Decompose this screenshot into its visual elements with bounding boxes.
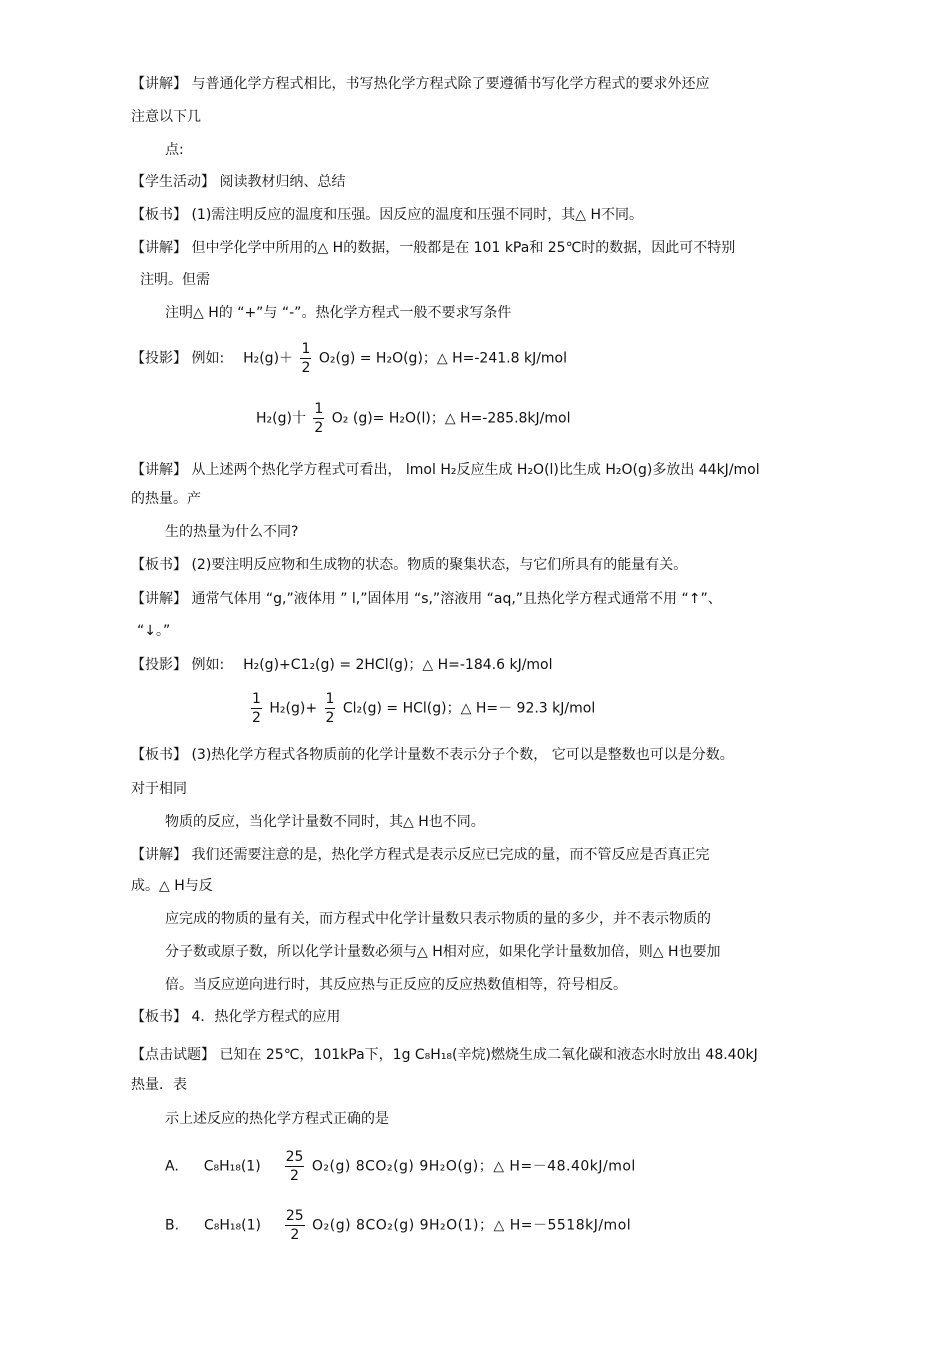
eq4-post: Cl₂(g) = HCl(g)；△ H=－ 92.3 kJ/mol xyxy=(342,700,596,717)
line-22: 【讲解】 我们还需要注意的是，热化学方程式是表示反应已完成的量，而不管反应是否真正完 xyxy=(131,847,710,863)
option-a-num: 25 xyxy=(285,1149,304,1165)
line-3: 点: xyxy=(165,142,184,158)
line-2: 注意以下几 xyxy=(131,109,201,125)
line-6: 【讲解】 但中学化学中所用的△ H的数据，一般都是在 101 kPa和 25℃时的数据，因此可不特别 xyxy=(131,240,736,256)
line-25: 分子数或原子数，所以化学计量数必须与△ H相对应，如果化学计量数加倍，则△ H也要加 xyxy=(165,944,721,960)
option-b-num: 25 xyxy=(285,1208,304,1224)
option-b-pre: C₈H₁₈(1) xyxy=(203,1217,261,1234)
eq1-num: 1 xyxy=(301,341,311,357)
eq2-pre: H₂(g)十 xyxy=(256,410,306,427)
option-a-post: O₂(g) 8CO₂(g) 9H₂O(g)；△ H=－48.40kJ/mol xyxy=(311,1158,636,1175)
line-21: 物质的反应，当化学计量数不同时，其△ H也不同。 xyxy=(165,814,485,830)
eq4-den2: 2 xyxy=(325,710,335,726)
line-28: 【点击试题】 已知在 25℃，101kPa下，1g C₈H₁₈(辛烷)燃烧生成二氧化碳和液态水时放出 48.40kJ xyxy=(131,1047,758,1063)
eq1-fraction xyxy=(300,340,311,377)
line-29: 热量．表 xyxy=(131,1077,187,1093)
equation-1 xyxy=(131,340,567,377)
line-12: 的热量。产 xyxy=(131,491,201,507)
line-11: 【讲解】 从上述两个热化学方程式可看出， lmol H₂反应生成 H₂O(l)比生成 H₂O(g)多放出 44kJ/mol xyxy=(131,462,760,478)
option-b-label: B. xyxy=(165,1217,180,1234)
equation-4 xyxy=(248,690,595,727)
option-a xyxy=(165,1148,636,1185)
line-20: 对于相同 xyxy=(131,781,187,797)
line-8: 注明△ H的 “+”与 “-”。热化学方程式一般不要求写条件 xyxy=(165,305,512,321)
option-b-fraction xyxy=(285,1207,305,1244)
line-14: 【板书】 (2)要注明反应物和生成物的状态。物质的聚集状态，与它们所具有的能量有关。 xyxy=(131,557,688,573)
eq2-den: 2 xyxy=(314,420,324,436)
line-4: 【学生活动】 阅读教材归纳、总结 xyxy=(131,174,346,190)
line-30: 示上述反应的热化学方程式正确的是 xyxy=(165,1111,389,1127)
option-a-pre: C₈H₁₈(1) xyxy=(203,1158,261,1175)
eq4-fraction-2 xyxy=(325,690,336,727)
line-23: 成。△ H与反 xyxy=(131,878,213,894)
line-27: 【板书】 4．热化学方程式的应用 xyxy=(131,1009,341,1025)
option-b xyxy=(165,1207,631,1244)
line-5: 【板书】 (1)需注明反应的温度和压强。因反应的温度和压强不同时，其△ H不同。 xyxy=(131,207,644,223)
eq1-tag: 【投影】 例如: xyxy=(131,350,225,367)
eq4-num2: 1 xyxy=(325,691,335,707)
option-a-fraction xyxy=(285,1148,305,1185)
eq4-fraction-1 xyxy=(251,690,262,727)
line-26: 倍。当反应逆向进行时，其反应热与正反应的反应热数值相等，符号相反。 xyxy=(165,977,627,993)
eq1-post: O₂(g) = H₂O(g)；△ H=-241.8 kJ/mol xyxy=(318,350,568,367)
option-a-den: 2 xyxy=(290,1168,299,1184)
eq3-tag: 【投影】 例如: xyxy=(131,657,225,673)
eq2-post: O₂ (g)= H₂O(l)；△ H=-285.8kJ/mol xyxy=(331,410,571,427)
equation-3 xyxy=(131,655,553,675)
line-19: 【板书】 (3)热化学方程式各物质前的化学计量数不表示分子个数， 它可以是整数也可以是分数。 xyxy=(131,747,734,763)
option-b-den: 2 xyxy=(290,1227,300,1243)
equation-2 xyxy=(256,400,570,437)
eq1-pre: H₂(g)＋ xyxy=(243,350,294,367)
line-16: “↓。” xyxy=(137,623,171,639)
line-13: 生的热量为什么不同? xyxy=(165,524,299,540)
option-a-label: A. xyxy=(165,1158,179,1175)
line-24: 应完成的物质的量有关，而方程式中化学计量数只表示物质的量的多少，并不表示物质的 xyxy=(165,911,711,927)
eq2-fraction xyxy=(313,400,324,437)
eq3-text: H₂(g)+C1₂(g) = 2HCl(g)；△ H=-184.6 kJ/mol xyxy=(243,657,553,673)
line-7: 注明。但需 xyxy=(140,272,210,288)
eq2-num: 1 xyxy=(314,401,324,417)
option-b-post: O₂(g) 8CO₂(g) 9H₂O(1)；△ H=－5518kJ/mol xyxy=(312,1217,632,1234)
line-15: 【讲解】 通常气体用 “g,”液体用 ” l,”固体用 “s,”溶液用 “aq,”且热化学方程式通常不用 “↑”、 xyxy=(131,591,722,607)
eq4-mid: H₂(g)+ xyxy=(269,700,318,717)
eq4-num1: 1 xyxy=(252,691,261,707)
eq1-den: 2 xyxy=(301,360,311,376)
eq4-den1: 2 xyxy=(252,710,261,726)
line-1: 【讲解】 与普通化学方程式相比，书写热化学方程式除了要遵循书写化学方程式的要求外还应 xyxy=(131,76,710,92)
